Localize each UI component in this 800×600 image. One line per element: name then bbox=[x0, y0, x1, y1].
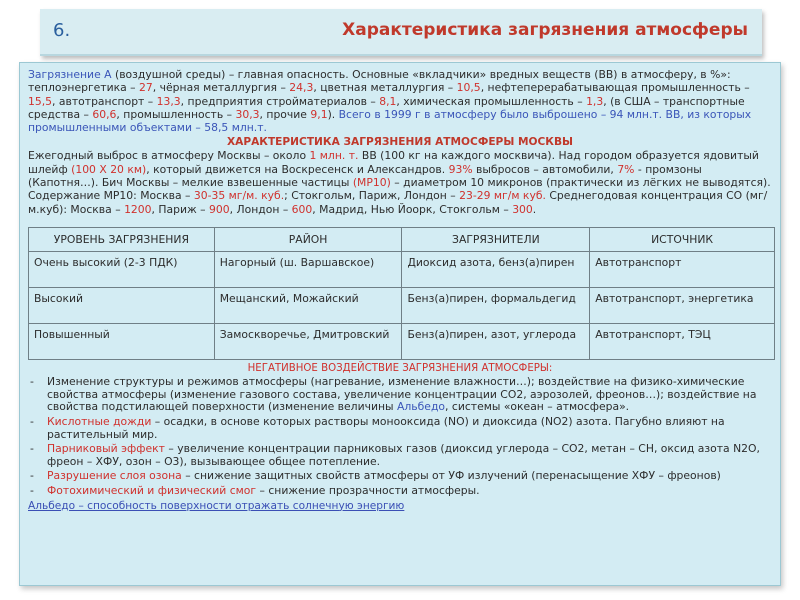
cell-district: Замоскворечье, Дмитровский bbox=[214, 324, 402, 360]
cell-district: Мещанский, Можайский bbox=[214, 288, 402, 324]
intro-paragraph: Загрязнение А (воздушной среды) – главная опасность. Основные «вкладчики» вредных веществ (ВВ) в атмосферу, в %»: теплоэнергетика – 27, чёрная металлургия – 24,3, цветная металлургия – 10,5, нефтеперерабатывающая промышленность – 15,5, автотранспорт – 13,3, предприятия стройматериалов – 8,1, химическая промышленность – 1,3, (в США – транспортные средства – 60,6, промышленность – 30,3, прочие 9,1). Всего в 1999 г в атмосферу было выброшено – 94 млн.т. ВВ, из которых промышленными объектами – 58,5 млн.т. bbox=[28, 68, 752, 135]
header-district: РАЙОН bbox=[214, 227, 402, 251]
moscow-paragraph: Ежегодный выброс в атмосферу Москвы – около 1 млн. т. ВВ (100 кг на каждого москвича). Над городом образуется ядовитый шлейф (100 Х 20 км), который движется на Воскресенск и Александров. 93% выбросов – автомобили, 7% - промзоны (Капотня…). Бич Москвы – мелкие взвешенные частицы (МР10) – диаметром 10 микронов (практически из лёгких не выводятся). Содержание МР10: Москва – 30-35 мг/м. куб.; Стокгольм, Париж, Лондон – 23-29 мг/м куб. Среднегодовая концентрация СО (мг/м.куб): Москва – 1200, Париж – 900, Лондон – 600, Мадрид, Нью Йоорк, Стокгольм – 300. bbox=[28, 149, 771, 216]
value-chem: 1,3 bbox=[586, 94, 604, 108]
value-build: 8,1 bbox=[379, 94, 397, 108]
table-header-row bbox=[29, 227, 775, 251]
cell-district: Нагорный (ш. Варшавское) bbox=[214, 252, 402, 288]
moscow-heading: ХАРАКТЕРИСТИКА ЗАГРЯЗНЕНИЯ АТМОСФЕРЫ МОСКВЫ bbox=[226, 136, 574, 149]
value-oil: 15,5 bbox=[28, 94, 53, 108]
slide-title: Характеристика загрязнения атмосферы bbox=[342, 20, 748, 40]
value-co-london: 600 bbox=[291, 202, 313, 216]
header-pollutants: ЗАГРЯЗНИТЕЛИ bbox=[402, 227, 590, 251]
value-plume: (100 Х 20 км) bbox=[71, 162, 147, 176]
effect-term: Парниковый эффект bbox=[47, 442, 165, 456]
value-us-other: 9,1 bbox=[310, 107, 328, 121]
list-item: - Фотохимический и физический смог – снижение прозрачности атмосферы. bbox=[28, 485, 772, 498]
header-source: ИСТОЧНИК bbox=[590, 227, 775, 251]
value-co-moscow: 1200 bbox=[124, 202, 152, 216]
slide-title-bar bbox=[40, 9, 762, 56]
cell-pollutants: Диоксид азота, бенз(а)пирен bbox=[402, 252, 590, 288]
effect-term: Фотохимический и физический смог bbox=[47, 484, 257, 498]
pollution-table bbox=[28, 227, 775, 360]
content-panel bbox=[19, 62, 781, 586]
albedo-term: Альбедо bbox=[397, 400, 446, 414]
value-ferrous: 24,3 bbox=[289, 81, 314, 95]
list-item: - Парниковый эффект – увеличение концентрации парниковых газов (диоксид углерода – CO2, метан – CH, оксид азота N2O, фреон – ХФУ, озон – O3), вызывающее общее потепление. bbox=[28, 443, 772, 468]
table-row bbox=[29, 288, 775, 324]
value-nonferrous: 10,5 bbox=[456, 81, 481, 95]
albedo-footnote-link[interactable]: Альбедо – способность поверхности отражать солнечную энергию bbox=[28, 499, 405, 512]
intro-total: Всего в 1999 г в атмосферу было выброшено – 94 млн.т. ВВ, из которых промышленными объектами – 58,5 млн.т. bbox=[28, 107, 752, 135]
value-us-industry: 30,3 bbox=[235, 107, 260, 121]
cell-level: Очень высокий (2-3 ПДК) bbox=[29, 252, 215, 288]
effects-list bbox=[28, 376, 772, 497]
cell-pollutants: Бенз(а)пирен, формальдегид bbox=[402, 288, 590, 324]
value-co-other: 300 bbox=[512, 202, 533, 216]
value-moscow-mp10: 30-35 мг/м. куб. bbox=[193, 189, 285, 203]
effect-term: Кислотные дожди bbox=[47, 415, 152, 429]
value-other-mp10: 23-29 мг/м куб. bbox=[459, 189, 546, 203]
header-level: УРОВЕНЬ ЗАГРЯЗНЕНИЯ bbox=[29, 227, 215, 251]
intro-term: Загрязнение А bbox=[28, 68, 112, 81]
value-co-paris: 900 bbox=[209, 202, 230, 216]
cell-pollutants: Бенз(а)пирен, азот, углерода bbox=[402, 324, 590, 360]
cell-source: Автотранспорт bbox=[590, 252, 775, 288]
slide-number: 6. bbox=[53, 20, 71, 41]
cell-source: Автотранспорт, энергетика bbox=[590, 288, 775, 324]
value-prom-pct: 7% bbox=[617, 162, 635, 176]
list-item: - Кислотные дожди – осадки, в основе которых растворы монооксида (NO) и диоксида (NO2) азота. Пагубно влияют на растительный мир. bbox=[28, 416, 772, 441]
cell-source: Автотранспорт, ТЭЦ bbox=[590, 324, 775, 360]
table-row bbox=[29, 324, 775, 360]
value-mp10: (МР10) bbox=[352, 176, 391, 190]
list-item: - Разрушение слоя озона – снижение защитных свойств атмосферы от УФ излучений (перенасыщение ХФУ – фреонов) bbox=[28, 470, 772, 483]
negative-impact-heading: НЕГАТИВНОЕ ВОЗДЕЙСТВИЕ ЗАГРЯЗНЕНИЯ АТМОСФЕРЫ: bbox=[247, 363, 553, 375]
cell-level: Высокий bbox=[29, 288, 215, 324]
list-item: - Изменение структуры и режимов атмосферы (нагревание, изменение влажности…); воздействие на физико-химические свойства атмосферы (изменение газового состава, увеличение концентрации CO2, аэрозолей, фреонов…); воздействие на свойства подстилающей поверхности (изменение величины Альбедо, системы «океан – атмосфера». bbox=[28, 376, 772, 414]
table-row bbox=[29, 252, 775, 288]
cell-level: Повышенный bbox=[29, 324, 215, 360]
value-emission: 1 млн. т. bbox=[309, 149, 359, 163]
value-us-transport: 60,6 bbox=[92, 107, 117, 121]
value-auto: 13,3 bbox=[156, 94, 181, 108]
value-heat: 27 bbox=[139, 81, 153, 95]
effect-term: Разрушение слоя озона bbox=[47, 469, 182, 483]
value-auto-pct: 93% bbox=[448, 162, 473, 176]
